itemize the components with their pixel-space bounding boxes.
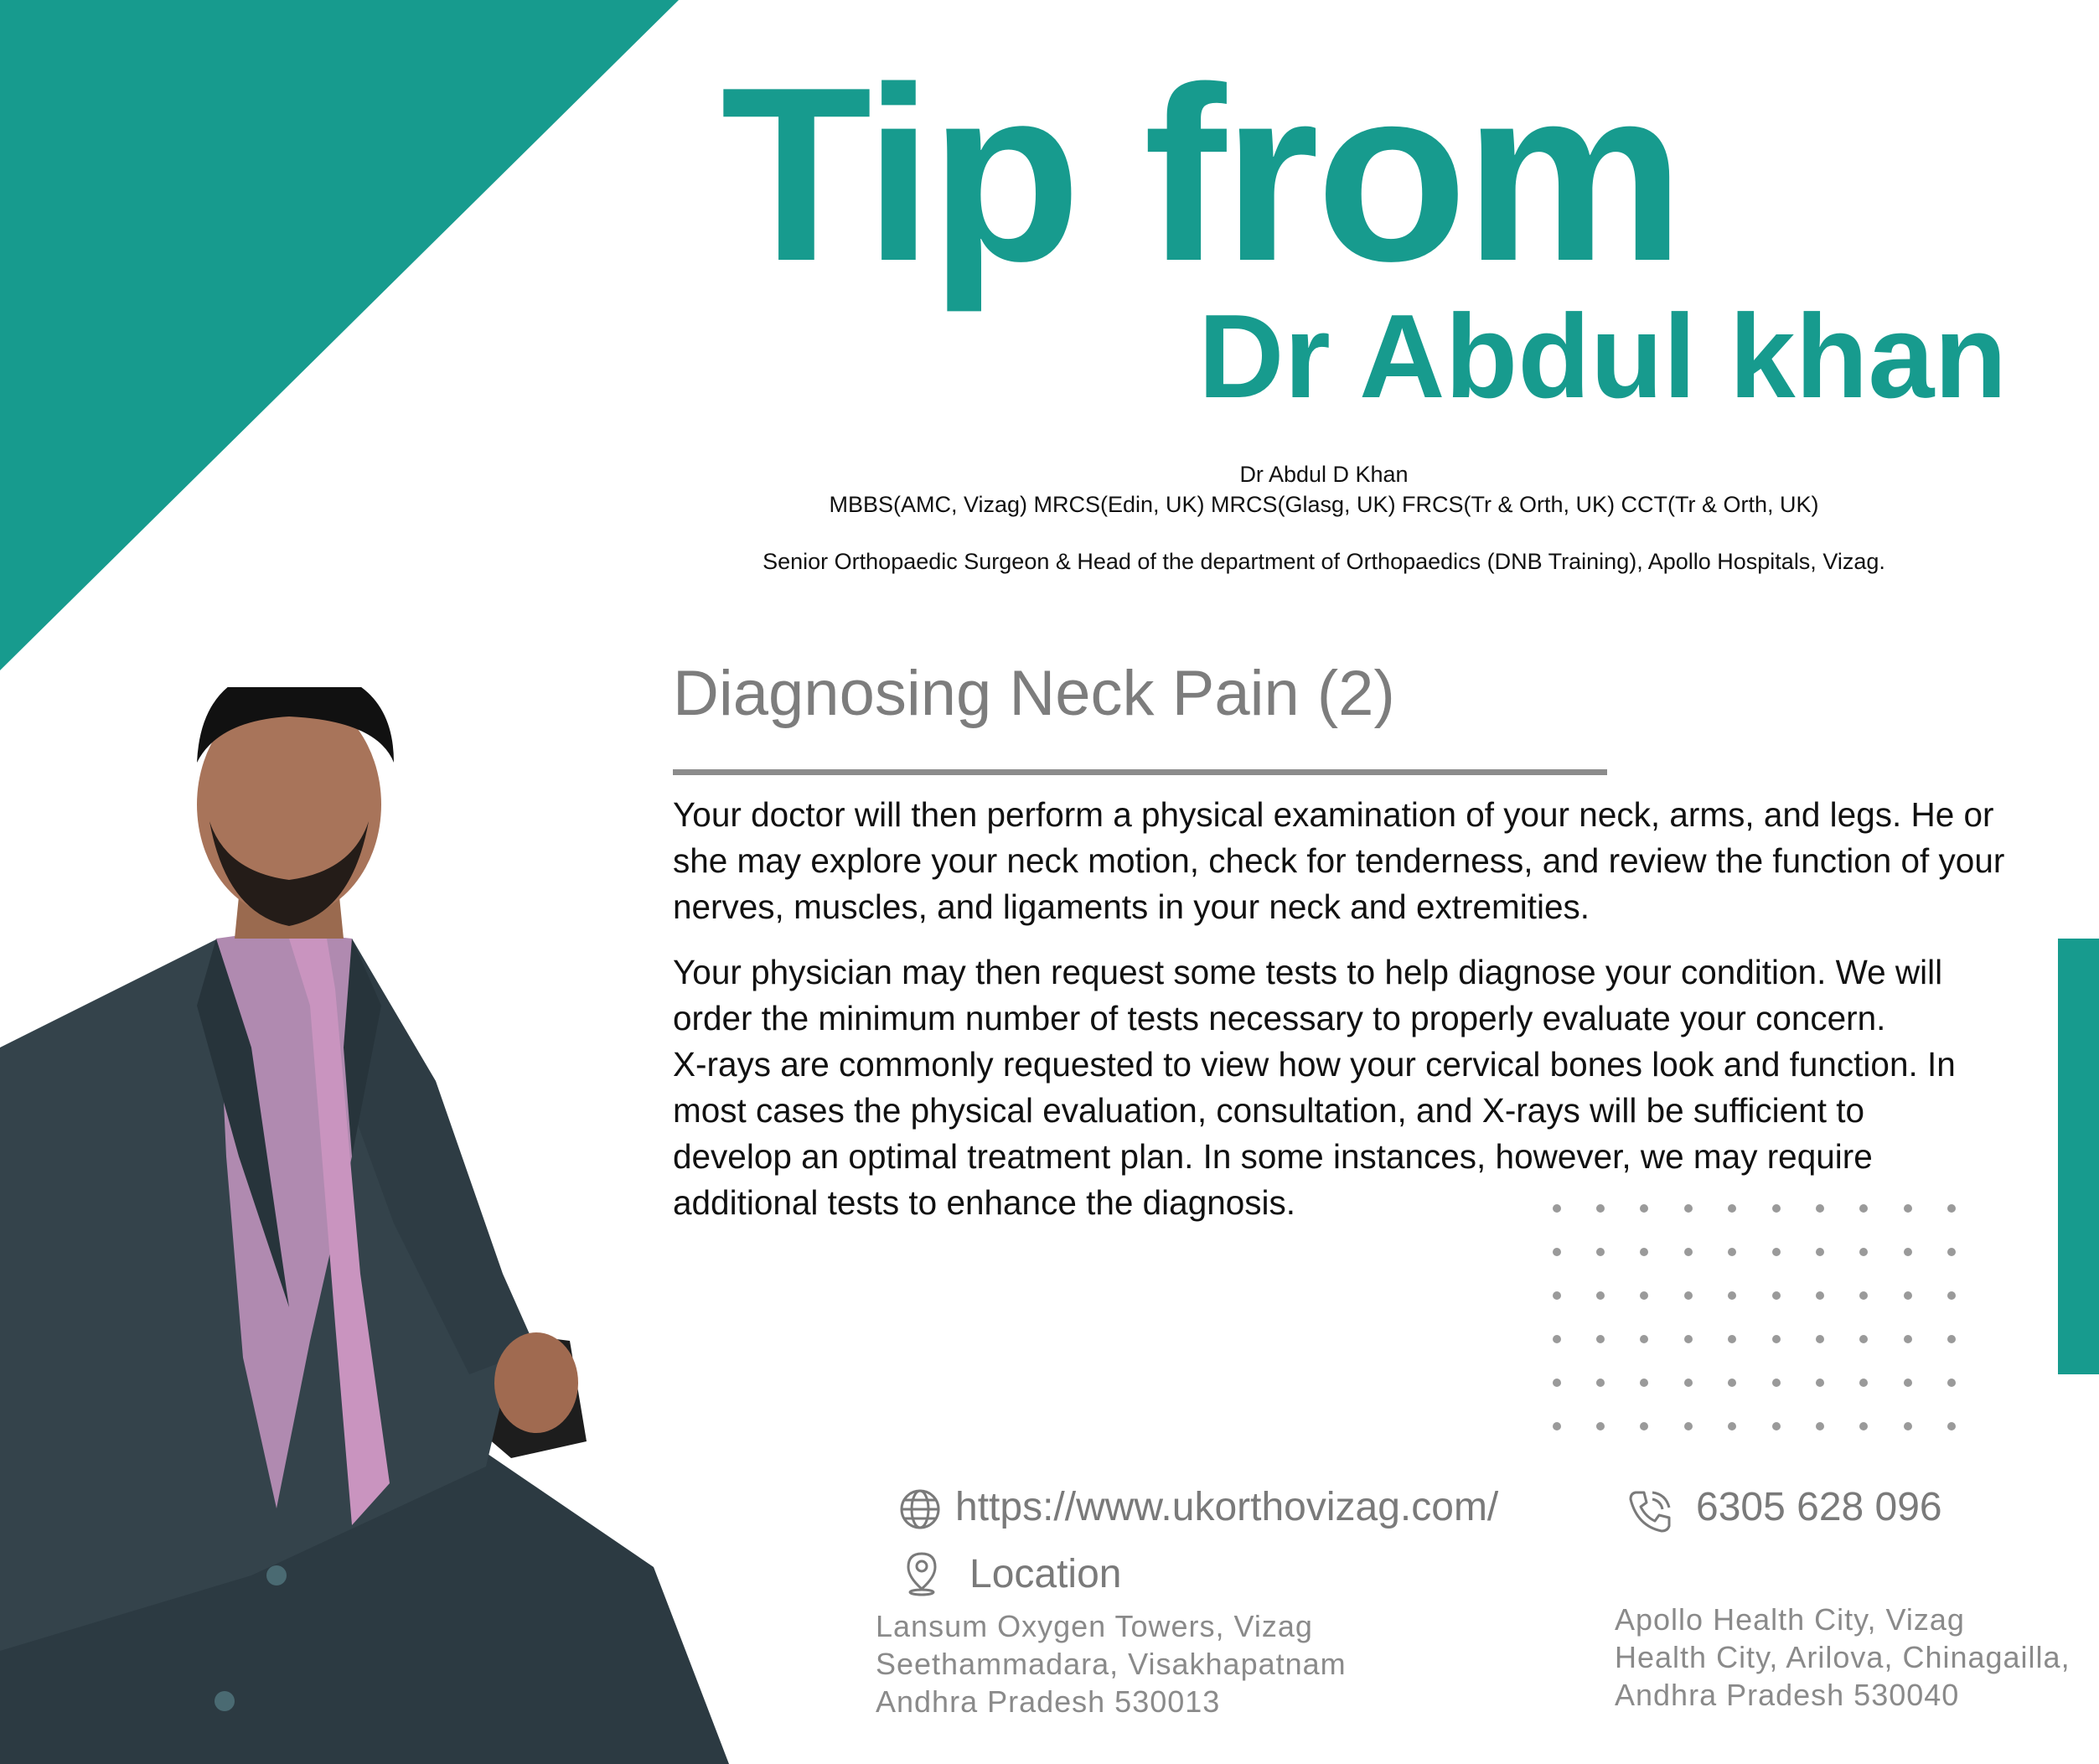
paragraph-line: Your physician may then request some tests to help diagnose your condition. We will bbox=[673, 953, 1943, 991]
location-pin-icon bbox=[903, 1550, 940, 1597]
address-line: Andhra Pradesh 530013 bbox=[876, 1684, 1221, 1719]
paragraph-line: order the minimum number of tests necessary to properly evaluate your concern. bbox=[673, 999, 1886, 1037]
address-seethammadara bbox=[876, 1607, 1347, 1720]
phone-icon bbox=[1626, 1487, 1674, 1536]
globe-icon bbox=[898, 1487, 942, 1531]
location-label: Location bbox=[969, 1552, 1122, 1596]
address-line: Seethammadara, Visakhapatnam bbox=[876, 1647, 1347, 1681]
heading-divider bbox=[673, 769, 1607, 775]
paragraph-line: most cases the physical evaluation, consultation, and X-rays will be sufficient to bbox=[673, 1091, 1864, 1130]
paragraph-line: develop an optimal treatment plan. In some instances, however, we may require bbox=[673, 1137, 1873, 1176]
doctor-degrees: MBBS(AMC, Vizag) MRCS(Edin, UK) MRCS(Glasg, UK) FRCS(Tr & Orth, UK) CCT(Tr & Orth, UK) bbox=[829, 492, 1819, 517]
paragraph-line: Your doctor will then perform a physical examination of your neck, arms, and legs. He or bbox=[673, 795, 1994, 834]
doctor-photo bbox=[0, 687, 737, 1764]
address-line: Health City, Arilova, Chinagailla, bbox=[1615, 1640, 2071, 1674]
paragraph-line: she may explore your neck motion, check for tenderness, and review the function of your bbox=[673, 841, 2005, 880]
paragraph-line: nerves, muscles, and ligaments in your neck and extremities. bbox=[673, 887, 1590, 926]
phone-number[interactable]: 6305 628 096 bbox=[1696, 1485, 1942, 1529]
address-line: Andhra Pradesh 530040 bbox=[1615, 1678, 1960, 1712]
paragraph-line: additional tests to enhance the diagnosis. bbox=[673, 1183, 1296, 1222]
title-doctor-name: Dr Abdul khan bbox=[1198, 290, 2008, 423]
dot-grid-decoration bbox=[1542, 1198, 1978, 1441]
paragraph-2 bbox=[673, 949, 2089, 1226]
address-line: Lansum Oxygen Towers, Vizag bbox=[876, 1609, 1313, 1643]
doctor-position: Senior Orthopaedic Surgeon & Head of the department of Orthopaedics (DNB Training), Apollo Hospitals, Vizag. bbox=[763, 549, 1885, 574]
paragraph-1 bbox=[673, 792, 2089, 930]
paragraph-line: X-rays are commonly requested to view how your cervical bones look and function. In bbox=[673, 1045, 1956, 1084]
website-link[interactable]: https://www.ukorthovizag.com/ bbox=[955, 1485, 1499, 1529]
title-tip-from: Tip from bbox=[721, 35, 1682, 313]
article-heading: Diagnosing Neck Pain (2) bbox=[673, 658, 1395, 729]
doctor-full-name: Dr Abdul D Khan bbox=[1239, 462, 1409, 487]
address-line: Apollo Health City, Vizag bbox=[1615, 1602, 1965, 1637]
address-apollo bbox=[1615, 1601, 2071, 1714]
